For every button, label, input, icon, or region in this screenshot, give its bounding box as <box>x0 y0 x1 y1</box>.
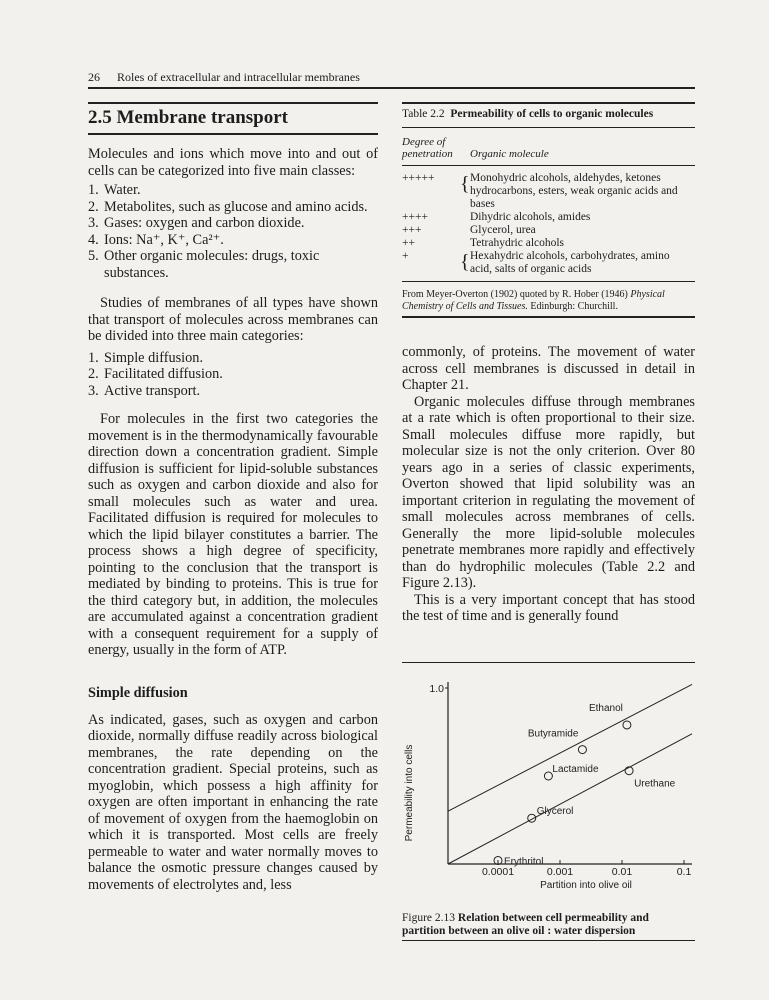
list-text: Water. <box>104 182 141 198</box>
data-point <box>625 767 633 775</box>
table-col2-header: Organic molecule <box>470 148 549 160</box>
degree-cell: +++ <box>402 224 422 236</box>
list-text: Gases: oxygen and carbon dioxide. <box>104 215 305 231</box>
section-title: 2.5 Membrane transport <box>88 107 288 128</box>
table-row <box>402 172 692 211</box>
list-number: 2. <box>88 366 99 382</box>
class-item <box>88 199 378 216</box>
table-title: Permeability of cells to organic molecules <box>450 108 654 120</box>
point-label: Glycerol <box>536 806 574 818</box>
degree-cell: +++++ <box>402 172 435 184</box>
data-point <box>544 772 552 780</box>
intro-paragraph: Molecules and ions which move into and out of cells can be categorized into five main classes: <box>88 146 378 179</box>
degree-cell: ++ <box>402 237 415 249</box>
table-body <box>402 172 692 276</box>
point-label: Ethanol <box>588 702 623 714</box>
table-caption <box>402 108 695 120</box>
x-tick-label: 0.001 <box>546 866 574 878</box>
table-rule-end <box>402 316 695 318</box>
running-title: Roles of extracellular and intracellular membranes <box>117 70 360 84</box>
figure-label: Figure 2.13 <box>402 912 456 924</box>
figure-caption <box>402 912 695 938</box>
brace-cell: { <box>460 173 470 195</box>
left-column <box>88 146 378 893</box>
molecule-cell: Hexahydric alcohols, carbohydrates, amino acid, salts of organic acids <box>470 250 670 275</box>
molecule-cell: Tetrahydric alcohols <box>470 237 565 249</box>
header-rule <box>88 87 695 89</box>
list-text: Other organic molecules: drugs, toxic substances. <box>104 248 320 281</box>
brace-cell <box>460 224 470 237</box>
degree-cell: ++++ <box>402 211 428 223</box>
permeability-table <box>402 172 695 276</box>
molecule-cell: Monohydric alcohols, aldehydes, ketones hydrocarbons, esters, weak organic acids and bases <box>470 172 678 210</box>
continued-paragraph: commonly, of proteins. The movement of water across cell membranes is discussed in detail in Chapter 21. <box>402 344 695 393</box>
point-label: Lactamide <box>552 764 599 775</box>
list-text: Active transport. <box>104 382 201 399</box>
list-number: 1. <box>88 182 99 198</box>
list-number: 5. <box>88 248 99 264</box>
data-point <box>623 721 631 729</box>
point-label: Erythritol <box>504 856 544 868</box>
running-header <box>88 70 360 85</box>
brace-cell: { <box>460 251 470 273</box>
table-col1-header-line1: Degree of <box>402 136 446 148</box>
y-axis-label: Permeability into cells <box>404 744 415 842</box>
x-tick-label: 0.0001 <box>481 866 515 878</box>
classes-list <box>88 182 378 281</box>
gases-paragraph: As indicated, gases, such as oxygen and carbon dioxide, normally diffuse readily across biological membranes, the rate depending on the concentration gradient. Special proteins, such as myoglobin, which possess a high affinity for oxygen are often important in enhancing the rate of movement of oxygen from the haemoglobin on which it is transported. Most cells are freely permeable to water and water normally moves to balance the osmotic pressure changes caused by movements of electrolytes and, less <box>88 711 378 893</box>
brace-cell <box>460 237 470 250</box>
concept-paragraph: This is a very important concept that has stood the test of time and is generally found <box>402 591 695 624</box>
table-source-note <box>402 289 695 313</box>
studies-paragraph: Studies of membranes of all types have shown that transport of molecules across membranes can be divided into three main categories: <box>88 295 378 344</box>
table-rule-top <box>402 102 695 104</box>
right-column-text <box>402 344 695 625</box>
categories-list <box>88 350 378 400</box>
table-label: Table 2.2 <box>402 108 445 120</box>
list-number: 1. <box>88 349 99 366</box>
list-text: Ions: Na⁺, K⁺, Ca²⁺. <box>104 231 224 248</box>
point-label: Butyramide <box>527 728 579 740</box>
table-row <box>402 237 692 250</box>
y-tick-label: 1.0 <box>429 683 444 695</box>
class-item <box>88 215 378 232</box>
first-two-paragraph: For molecules in the first two categories the movement is in the thermodynamically favourable direction down a concentration gradient. Simple diffusion is sufficient for lipid-soluble substances such as oxygen and carbon dioxide and also for small molecules such as water and urea. Facilitated diffusion is required for molecules to which the lipid bilayer constitutes a barrier. The process shows a high degree of specificity, pointing to the conclusion that the transport is mediated by binding to proteins. This is true for the third category but, in addition, the molecules are accumulated against a concentration gradient with a consequent requirement for a supply of energy, usually in the form of ATP. <box>88 411 378 658</box>
list-number: 2. <box>88 198 99 215</box>
brace-cell <box>460 211 470 224</box>
permeability-chart <box>402 668 695 906</box>
source-title: Physical Chemistry of Cells and Tissues. <box>402 289 665 312</box>
source-prefix: From Meyer-Overton (1902) quoted by R. Hober (1946) <box>402 289 631 300</box>
list-number: 4. <box>88 231 99 248</box>
category-item <box>88 383 378 400</box>
molecule-cell: Dihydric alcohols, amides <box>470 211 591 223</box>
list-number: 3. <box>88 382 99 399</box>
x-tick-label: 0.01 <box>611 866 633 878</box>
class-item <box>88 182 378 199</box>
table-rule-bottom <box>402 281 695 282</box>
figure-rule-top <box>402 662 695 663</box>
table-row <box>402 250 692 276</box>
trend-line <box>448 734 692 864</box>
list-text: Metabolites, such as glucose and amino acids. <box>104 198 368 215</box>
page-number: 26 <box>88 70 100 84</box>
data-point <box>578 746 586 754</box>
class-item <box>88 248 378 281</box>
organic-paragraph: Organic molecules diffuse through membranes at a rate which is often proportional to their size. Small molecules diffuse more rapidly, but molecular size is not the only criterion. Over 80 years ago in a series of classic experiments, Overton showed that lipid solubility was an important criterion in regulating the movement of small molecules across membranes of cells. Generally the more lipid-soluble molecules penetrate membranes more rapidly and effectively than do hydrophilic molecules (Table 2.2 and Figure 2.13). <box>402 393 695 591</box>
degree-cell: + <box>402 250 409 262</box>
section-rule-top <box>88 102 378 104</box>
x-tick-label: 0.1 <box>676 866 692 878</box>
table-rule-caption <box>402 127 695 128</box>
category-item <box>88 366 378 383</box>
x-axis-label: Partition into olive oil <box>540 880 632 891</box>
trend-line <box>448 684 692 811</box>
list-text: Simple diffusion. <box>104 349 204 366</box>
figure-rule-bottom <box>402 940 695 941</box>
molecule-cell: Glycerol, urea <box>470 224 536 236</box>
point-label: Urethane <box>634 778 676 790</box>
table-col1-header-line2: penetration <box>402 148 453 160</box>
source-suffix: Edinburgh: Churchill. <box>527 301 618 312</box>
figure-caption-text: Relation between cell permeability and partition between an olive oil : water dispersion <box>402 912 649 937</box>
table-rule-header <box>402 165 695 166</box>
table-row <box>402 211 692 224</box>
subsection-title: Simple diffusion <box>88 684 188 701</box>
category-item <box>88 350 378 367</box>
table-row <box>402 224 692 237</box>
section-rule-bottom <box>88 133 378 135</box>
class-item <box>88 232 378 249</box>
list-text: Facilitated diffusion. <box>104 366 223 382</box>
list-number: 3. <box>88 215 99 231</box>
